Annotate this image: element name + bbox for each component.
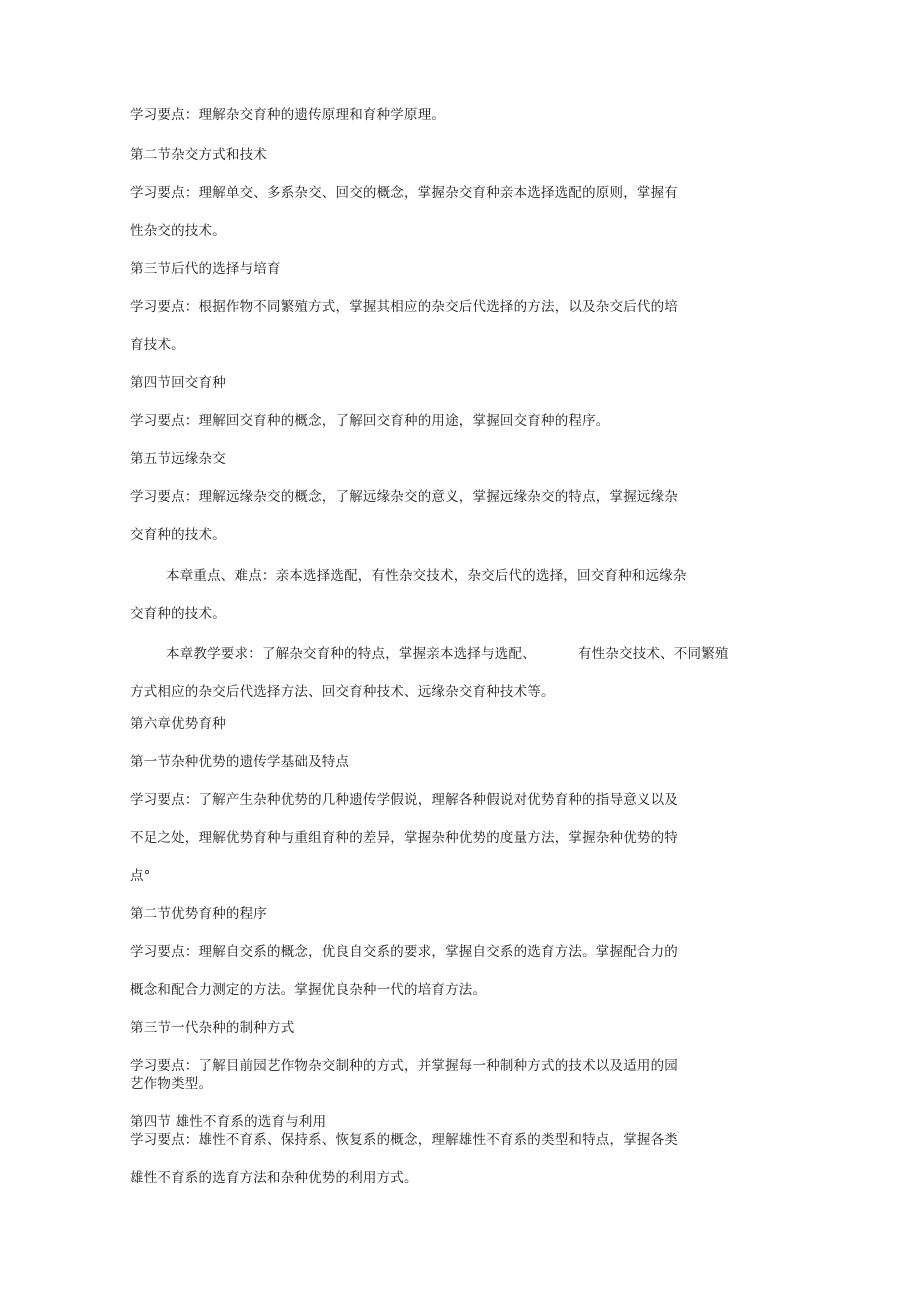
section-heading: 第四节 雄性不育系的选育与利用 (130, 1114, 327, 1130)
study-points-text: 学习要点：雄性不育系、保持系、恢复系的概念，理解雄性不育系的类型和特点，掌握各类 (130, 1132, 678, 1148)
study-points-text: 艺作物类型。 (130, 1076, 213, 1092)
chapter-key-points: 交育种的技术。 (130, 606, 226, 622)
study-points-text: 育技术。 (130, 337, 185, 353)
study-points-text: 学习要点：理解回交育种的概念，了解回交育种的用途，掌握回交育种的程序。 (130, 413, 610, 429)
study-points-text: 学习要点：理解远缘杂交的概念，了解远缘杂交的意义，掌握远缘杂交的特点，掌握远缘杂 (130, 489, 678, 505)
study-points-text: 学习要点：根据作物不同繁殖方式，掌握其相应的杂交后代选择的方法，以及杂交后代的培 (130, 299, 678, 315)
study-points-text: 学习要点：了解目前园艺作物杂交制种的方式，并掌握每一种制种方式的技术以及适用的园 (130, 1058, 678, 1074)
section-heading: 第五节远缘杂交 (130, 451, 226, 467)
chapter-requirements-part-2: 有性杂交技术、不同繁殖 (577, 646, 729, 662)
section-heading: 第三节一代杂种的制种方式 (130, 1020, 295, 1036)
study-points-text: 不足之处，理解优势育种与重组育种的差异，掌握杂种优势的度量方法，掌握杂种优势的特 (130, 830, 678, 846)
chapter-heading: 第六章优势育种 (130, 716, 226, 732)
study-points-text: 学习要点：理解杂交育种的遗传原理和育种学原理。 (130, 107, 446, 123)
section-heading: 第一节杂种优势的遗传学基础及特点 (130, 754, 350, 770)
study-points-text: 点° (130, 868, 151, 884)
section-heading: 第三节后代的选择与培育 (130, 261, 281, 277)
study-points-text: 学习要点：理解单交、多系杂交、回交的概念，掌握杂交育种亲本选择选配的原则，掌握有 (130, 185, 678, 201)
chapter-requirements (166, 645, 729, 663)
chapter-requirements: 方式相应的杂交后代选择方法、回交育种技术、远缘杂交育种技术等。 (130, 684, 555, 700)
study-points-text: 概念和配合力测定的方法。掌握优良杂种一代的培育方法。 (130, 982, 487, 998)
study-points-text: 性杂交的技术。 (130, 223, 226, 239)
section-heading: 第四节回交育种 (130, 375, 226, 391)
study-points-text: 学习要点：理解自交系的概念，优良自交系的要求，掌握自交系的选育方法。掌握配合力的 (130, 944, 678, 960)
chapter-requirements-part-1: 本章教学要求：了解杂交育种的特点，掌握亲本选择与选配、 (166, 646, 536, 662)
study-points-text: 交育种的技术。 (130, 527, 226, 543)
section-heading: 第二节优势育种的程序 (130, 906, 267, 922)
study-points-text: 学习要点：了解产生杂种优势的几种遗传学假说，理解各种假说对优势育种的指导意义以及 (130, 792, 678, 808)
study-points-text: 雄性不育系的选育方法和杂种优势的利用方式。 (130, 1170, 418, 1186)
chapter-key-points: 本章重点、难点：亲本选择选配，有性杂交技术，杂交后代的选择，回交育种和远缘杂 (166, 568, 687, 584)
section-heading: 第二节杂交方式和技术 (130, 147, 267, 163)
